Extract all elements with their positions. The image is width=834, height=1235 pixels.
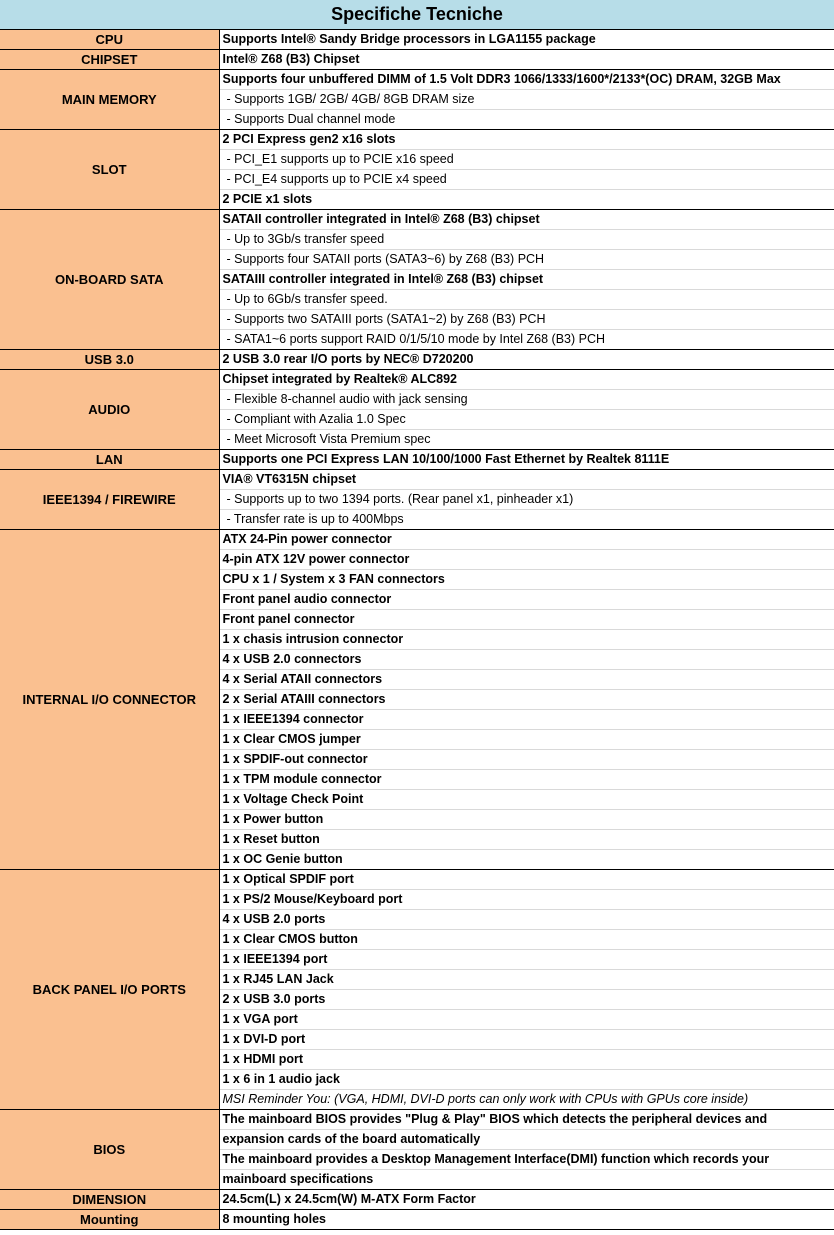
spec-value: - Supports Dual channel mode (219, 110, 834, 130)
spec-value: - Flexible 8-channel audio with jack sensing (219, 390, 834, 410)
section-label: USB 3.0 (0, 350, 219, 370)
spec-value: Supports one PCI Express LAN 10/100/1000 Fast Ethernet by Realtek 8111E (219, 450, 834, 470)
spec-value: 1 x TPM module connector (219, 770, 834, 790)
spec-value: 1 x Clear CMOS button (219, 930, 834, 950)
spec-value: Front panel connector (219, 610, 834, 630)
spec-value: - Supports 1GB/ 2GB/ 4GB/ 8GB DRAM size (219, 90, 834, 110)
spec-value: SATAII controller integrated in Intel® Z68 (B3) chipset (219, 210, 834, 230)
spec-value: The mainboard provides a Desktop Management Interface(DMI) function which records your (219, 1150, 834, 1170)
spec-value: 1 x chasis intrusion connector (219, 630, 834, 650)
spec-value: - Up to 3Gb/s transfer speed (219, 230, 834, 250)
spec-row (0, 130, 834, 150)
spec-row (0, 350, 834, 370)
spec-table (0, 30, 834, 1230)
spec-row (0, 370, 834, 390)
spec-value: 1 x 6 in 1 audio jack (219, 1070, 834, 1090)
spec-value: 2 PCI Express gen2 x16 slots (219, 130, 834, 150)
spec-row (0, 1190, 834, 1210)
spec-value: MSI Reminder You: (VGA, HDMI, DVI-D ports can only work with CPUs with GPUs core inside) (219, 1090, 834, 1110)
spec-value: 2 x Serial ATAIII connectors (219, 690, 834, 710)
spec-row (0, 30, 834, 50)
section-label: LAN (0, 450, 219, 470)
spec-row (0, 210, 834, 230)
spec-row (0, 1110, 834, 1130)
spec-value: - PCI_E1 supports up to PCIE x16 speed (219, 150, 834, 170)
spec-row (0, 530, 834, 550)
section-label: DIMENSION (0, 1190, 219, 1210)
page-title: Specifiche Tecniche (0, 0, 834, 30)
spec-value: Supports four unbuffered DIMM of 1.5 Volt DDR3 1066/1333/1600*/2133*(OC) DRAM, 32GB Max (219, 70, 834, 90)
spec-value: 2 USB 3.0 rear I/O ports by NEC® D720200 (219, 350, 834, 370)
spec-value: - Up to 6Gb/s transfer speed. (219, 290, 834, 310)
section-label: SLOT (0, 130, 219, 210)
spec-row (0, 450, 834, 470)
spec-value: - Supports four SATAII ports (SATA3~6) by Z68 (B3) PCH (219, 250, 834, 270)
spec-value: expansion cards of the board automatically (219, 1130, 834, 1150)
section-label: BACK PANEL I/O PORTS (0, 870, 219, 1110)
spec-table-body (0, 30, 834, 1230)
section-label: BIOS (0, 1110, 219, 1190)
spec-value: VIA® VT6315N chipset (219, 470, 834, 490)
section-label: INTERNAL I/O CONNECTOR (0, 530, 219, 870)
spec-row (0, 1210, 834, 1230)
spec-value: CPU x 1 / System x 3 FAN connectors (219, 570, 834, 590)
spec-value: 1 x VGA port (219, 1010, 834, 1030)
spec-value: 1 x DVI-D port (219, 1030, 834, 1050)
spec-value: 1 x SPDIF-out connector (219, 750, 834, 770)
spec-value: 2 x USB 3.0 ports (219, 990, 834, 1010)
spec-value: ATX 24-Pin power connector (219, 530, 834, 550)
spec-value: Chipset integrated by Realtek® ALC892 (219, 370, 834, 390)
spec-value: Supports Intel® Sandy Bridge processors in LGA1155 package (219, 30, 834, 50)
spec-value: 1 x HDMI port (219, 1050, 834, 1070)
spec-value: 1 x IEEE1394 port (219, 950, 834, 970)
spec-row (0, 50, 834, 70)
spec-value: Front panel audio connector (219, 590, 834, 610)
spec-value: 1 x IEEE1394 connector (219, 710, 834, 730)
spec-value: 1 x RJ45 LAN Jack (219, 970, 834, 990)
spec-value: - Meet Microsoft Vista Premium spec (219, 430, 834, 450)
spec-value: 1 x PS/2 Mouse/Keyboard port (219, 890, 834, 910)
spec-value: 4 x USB 2.0 connectors (219, 650, 834, 670)
section-label: CPU (0, 30, 219, 50)
spec-value: 1 x Optical SPDIF port (219, 870, 834, 890)
spec-value: 24.5cm(L) x 24.5cm(W) M-ATX Form Factor (219, 1190, 834, 1210)
spec-value: 1 x Reset button (219, 830, 834, 850)
section-label: IEEE1394 / FIREWIRE (0, 470, 219, 530)
section-label: CHIPSET (0, 50, 219, 70)
section-label: AUDIO (0, 370, 219, 450)
spec-value: The mainboard BIOS provides "Plug & Play" BIOS which detects the peripheral devices and (219, 1110, 834, 1130)
spec-row (0, 470, 834, 490)
spec-row (0, 870, 834, 890)
spec-value: - Transfer rate is up to 400Mbps (219, 510, 834, 530)
spec-value: 1 x Voltage Check Point (219, 790, 834, 810)
spec-value: 1 x OC Genie button (219, 850, 834, 870)
spec-value: 4-pin ATX 12V power connector (219, 550, 834, 570)
spec-value: - Supports two SATAIII ports (SATA1~2) by Z68 (B3) PCH (219, 310, 834, 330)
spec-value: SATAIII controller integrated in Intel® Z68 (B3) chipset (219, 270, 834, 290)
spec-row (0, 70, 834, 90)
section-label: ON-BOARD SATA (0, 210, 219, 350)
section-label: MAIN MEMORY (0, 70, 219, 130)
spec-value: 2 PCIE x1 slots (219, 190, 834, 210)
spec-value: 4 x USB 2.0 ports (219, 910, 834, 930)
spec-value: - PCI_E4 supports up to PCIE x4 speed (219, 170, 834, 190)
spec-value: - SATA1~6 ports support RAID 0/1/5/10 mode by Intel Z68 (B3) PCH (219, 330, 834, 350)
spec-value: 4 x Serial ATAII connectors (219, 670, 834, 690)
spec-value: - Compliant with Azalia 1.0 Spec (219, 410, 834, 430)
section-label: Mounting (0, 1210, 219, 1230)
spec-value: 8 mounting holes (219, 1210, 834, 1230)
spec-value: - Supports up to two 1394 ports. (Rear panel x1, pinheader x1) (219, 490, 834, 510)
spec-value: 1 x Power button (219, 810, 834, 830)
spec-value: mainboard specifications (219, 1170, 834, 1190)
spec-value: Intel® Z68 (B3) Chipset (219, 50, 834, 70)
spec-value: 1 x Clear CMOS jumper (219, 730, 834, 750)
